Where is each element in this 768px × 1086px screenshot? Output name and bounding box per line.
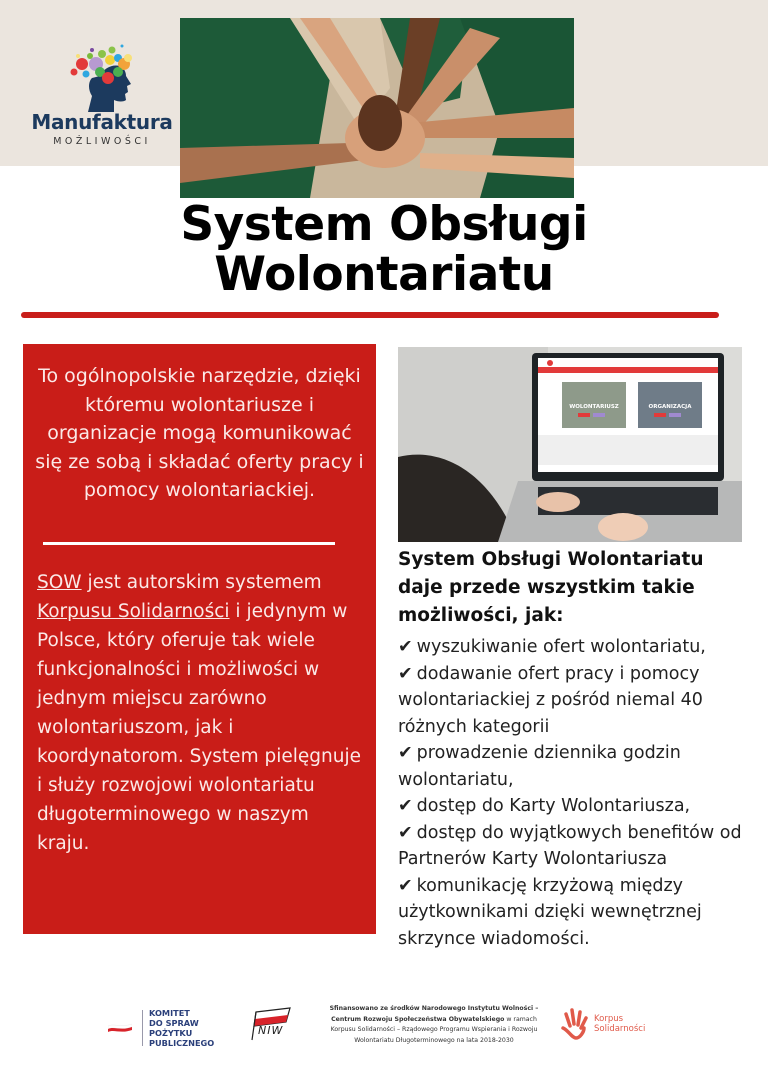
kdspp-text bbox=[149, 1008, 214, 1048]
kdspp-line-3: POŻYTKU bbox=[149, 1028, 193, 1038]
features-heading: System Obsługi Wolontariatu daje przede wszystkim takie możliwości, jak: bbox=[398, 549, 704, 626]
funding-line-1: Sfinansowano ze środków Narodowego Instytutu Wolności – bbox=[329, 1005, 539, 1012]
korpus-solidarnosci-text bbox=[594, 1014, 645, 1034]
logo-name: Manufaktura bbox=[31, 110, 173, 134]
funding-note bbox=[322, 1004, 546, 1046]
feature-text: komunikację krzyżową między użytkownikami dzięki wewnętrznej skrzynce wiadomości. bbox=[398, 875, 702, 949]
feature-item bbox=[398, 820, 750, 873]
footer-sponsors bbox=[0, 998, 768, 1058]
feature-item bbox=[398, 740, 750, 793]
niw-label: NIW bbox=[258, 1024, 284, 1037]
feature-item bbox=[398, 793, 750, 820]
kdspp-line-2: DO SPRAW bbox=[149, 1018, 199, 1028]
checkmark-icon: ✔ bbox=[398, 743, 413, 763]
manufaktura-logo bbox=[22, 30, 182, 155]
intro-box bbox=[23, 344, 376, 934]
kdspp-divider bbox=[142, 1010, 143, 1046]
kdspp-line-4: PUBLICZNEGO bbox=[149, 1038, 215, 1048]
screen-tile-1: WOLONTARIUSZ bbox=[569, 404, 619, 410]
sow-link[interactable]: SOW bbox=[37, 572, 82, 593]
checkmark-icon: ✔ bbox=[398, 822, 413, 843]
korpus-line-1: Korpus bbox=[594, 1014, 624, 1024]
checkmark-icon: ✔ bbox=[398, 663, 413, 684]
kdspp-logo bbox=[108, 1006, 228, 1050]
funding-line-2-text: w ramach bbox=[504, 1015, 537, 1023]
intro-lead: To ogólnopolskie narzędzie, dzięki któremu wolontariusze i organizacje mogą komunikować się ze sobą i składać oferty pracy i pomocy wolontariackiej. bbox=[35, 365, 364, 501]
feature-item bbox=[398, 634, 750, 661]
features-list bbox=[398, 634, 750, 952]
checkmark-icon: ✔ bbox=[398, 637, 413, 657]
funding-line-4: Wolontariatu Długoterminowego na lata 2018-2030 bbox=[354, 1036, 514, 1044]
polish-flag-icon bbox=[108, 1022, 132, 1032]
feature-text: dostęp do wyjątkowych benefitów od Partnerów Karty Wolontariusza bbox=[398, 822, 742, 869]
checkmark-icon: ✔ bbox=[398, 875, 413, 896]
feature-text: dostęp do Karty Wolontariusza, bbox=[416, 796, 691, 816]
screen-tile-2: ORGANIZACJA bbox=[648, 404, 692, 410]
feature-text: dodawanie ofert pracy i pomocy wolontariackiej z pośród niemal 40 różnych kategorii bbox=[398, 663, 703, 737]
korpus-solidarnosci-link[interactable]: Korpusu Solidarności bbox=[37, 601, 230, 622]
feature-item bbox=[398, 661, 750, 741]
intro-divider bbox=[43, 542, 335, 545]
hand-icon bbox=[560, 1008, 590, 1042]
intro-body-text-2: i jedynym w Polsce, który oferuje tak wiele funkcjonalności i możliwości w jednym miejscu zarówno wolontariuszom, jak i koordynatorom. System pielęgnuje i służy rozwojowi wolontariatu długoterminowego w naszym kraju. bbox=[37, 601, 361, 854]
korpus-line-2: Solidarności bbox=[594, 1024, 646, 1034]
korpus-solidarnosci-logo bbox=[560, 1008, 650, 1048]
title-line-1: System Obsługi bbox=[180, 197, 588, 252]
intro-body-text-1: jest autorskim systemem bbox=[81, 572, 322, 593]
page-title bbox=[0, 197, 768, 302]
feature-item bbox=[398, 873, 750, 953]
niw-logo bbox=[250, 1006, 294, 1042]
intro-body bbox=[37, 568, 367, 858]
funding-line-3: Korpusu Solidarności – Rządowego Programu Wspierania i Rozwoju bbox=[330, 1026, 538, 1033]
stacked-hands-image bbox=[180, 18, 574, 198]
logo-subtitle: MOŻLIWOŚCI bbox=[53, 136, 151, 147]
checkmark-icon: ✔ bbox=[398, 796, 413, 816]
title-underline bbox=[21, 312, 719, 318]
feature-text: wyszukiwanie ofert wolontariatu, bbox=[416, 637, 706, 657]
hero-photo bbox=[180, 18, 574, 198]
feature-text: prowadzenie dziennika godzin wolontariatu, bbox=[398, 743, 681, 790]
laptop-photo bbox=[398, 347, 742, 542]
kdspp-line-1: KOMITET bbox=[149, 1008, 190, 1018]
funding-line-2-bold: Centrum Rozwoju Społeczeństwa Obywatelskiego bbox=[331, 1015, 505, 1023]
head-with-colorful-dots-icon bbox=[52, 34, 152, 112]
laptop-image bbox=[398, 347, 742, 542]
title-line-2: Wolontariatu bbox=[214, 247, 554, 302]
